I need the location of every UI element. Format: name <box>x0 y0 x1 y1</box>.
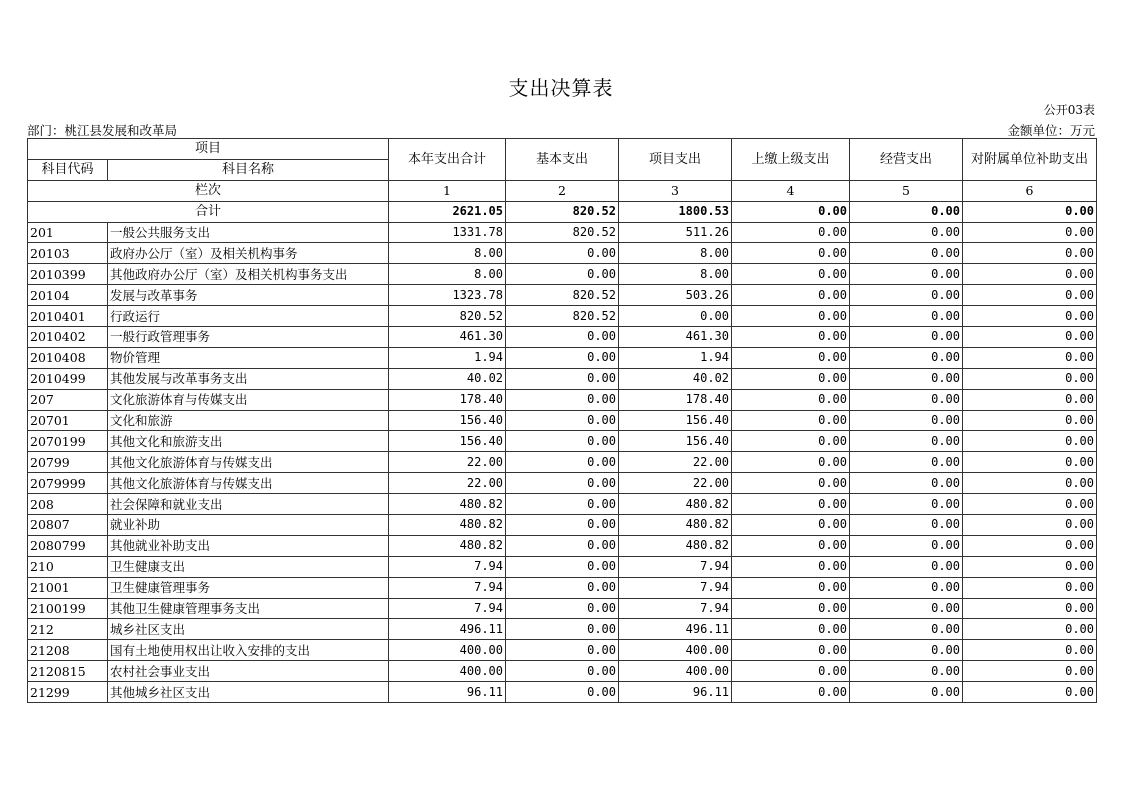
header-total: 本年支出合计 <box>389 139 506 181</box>
subject-code: 20799 <box>28 452 108 473</box>
amount-cell: 0.00 <box>732 368 850 389</box>
amount-cell: 0.00 <box>963 306 1097 327</box>
amount-cell: 0.00 <box>732 494 850 515</box>
header-basic: 基本支出 <box>506 139 619 181</box>
amount-cell: 0.00 <box>850 598 963 619</box>
amount-cell: 0.00 <box>850 306 963 327</box>
subject-name: 文化和旅游 <box>108 410 389 431</box>
table-row <box>28 306 1097 327</box>
subject-code: 201 <box>28 222 108 243</box>
column-index: 3 <box>619 180 732 201</box>
amount-cell: 0.00 <box>963 661 1097 682</box>
amount-cell: 0.00 <box>732 661 850 682</box>
subject-code: 20104 <box>28 285 108 306</box>
subject-name: 其他文化和旅游支出 <box>108 431 389 452</box>
amount-cell: 22.00 <box>619 452 732 473</box>
subject-name: 发展与改革事务 <box>108 285 389 306</box>
amount-cell: 0.00 <box>732 327 850 348</box>
amount-cell: 0.00 <box>850 452 963 473</box>
amount-cell: 820.52 <box>506 285 619 306</box>
subject-code: 21299 <box>28 682 108 703</box>
amount-cell: 1331.78 <box>389 222 506 243</box>
header-project: 项目支出 <box>619 139 732 181</box>
expenditure-table <box>27 138 1097 703</box>
amount-cell: 7.94 <box>389 598 506 619</box>
amount-cell: 480.82 <box>389 494 506 515</box>
amount-cell: 480.82 <box>619 515 732 536</box>
subject-code: 20103 <box>28 243 108 264</box>
header-row-1 <box>28 139 1097 160</box>
table-row <box>28 327 1097 348</box>
amount-cell: 0.00 <box>963 682 1097 703</box>
amount-cell: 820.52 <box>506 306 619 327</box>
amount-cell: 0.00 <box>732 535 850 556</box>
subject-name: 一般行政管理事务 <box>108 327 389 348</box>
subject-code: 2079999 <box>28 473 108 494</box>
table-row <box>28 347 1097 368</box>
amount-cell: 0.00 <box>850 473 963 494</box>
subject-name: 政府办公厅（室）及相关机构事务 <box>108 243 389 264</box>
amount-cell: 0.00 <box>963 327 1097 348</box>
table-row <box>28 473 1097 494</box>
table-row <box>28 598 1097 619</box>
amount-cell: 0.00 <box>732 452 850 473</box>
amount-cell: 0.00 <box>732 285 850 306</box>
amount-cell: 0.00 <box>506 598 619 619</box>
amount-cell: 0.00 <box>963 556 1097 577</box>
amount-cell: 0.00 <box>732 347 850 368</box>
table-row <box>28 535 1097 556</box>
amount-cell: 0.00 <box>506 473 619 494</box>
amount-cell: 0.00 <box>963 410 1097 431</box>
subject-name: 其他卫生健康管理事务支出 <box>108 598 389 619</box>
amount-cell: 156.40 <box>619 431 732 452</box>
amount-cell: 22.00 <box>389 452 506 473</box>
table-row <box>28 410 1097 431</box>
column-index: 1 <box>389 180 506 201</box>
amount-cell: 96.11 <box>389 682 506 703</box>
subject-code: 2010401 <box>28 306 108 327</box>
subject-name: 卫生健康支出 <box>108 556 389 577</box>
table-row <box>28 368 1097 389</box>
amount-cell: 22.00 <box>619 473 732 494</box>
amount-cell: 40.02 <box>619 368 732 389</box>
amount-cell: 480.82 <box>389 515 506 536</box>
amount-cell: 0.00 <box>850 556 963 577</box>
amount-cell: 0.00 <box>506 410 619 431</box>
amount-cell: 0.00 <box>963 347 1097 368</box>
subject-code: 2100199 <box>28 598 108 619</box>
amount-cell: 7.94 <box>619 577 732 598</box>
subject-name: 其他政府办公厅（室）及相关机构事务支出 <box>108 264 389 285</box>
subject-name: 卫生健康管理事务 <box>108 577 389 598</box>
amount-cell: 0.00 <box>506 515 619 536</box>
amount-cell: 178.40 <box>619 389 732 410</box>
amount-cell: 0.00 <box>506 389 619 410</box>
amount-cell: 0.00 <box>732 431 850 452</box>
amount-cell: 0.00 <box>732 222 850 243</box>
table-row <box>28 431 1097 452</box>
amount-cell: 0.00 <box>963 243 1097 264</box>
total-value: 0.00 <box>732 201 850 222</box>
amount-cell: 0.00 <box>506 243 619 264</box>
amount-cell: 461.30 <box>389 327 506 348</box>
table-row <box>28 285 1097 306</box>
subject-code: 210 <box>28 556 108 577</box>
amount-cell: 400.00 <box>389 640 506 661</box>
amount-cell: 0.00 <box>963 222 1097 243</box>
subject-code: 2010408 <box>28 347 108 368</box>
amount-cell: 0.00 <box>732 598 850 619</box>
amount-cell: 0.00 <box>732 264 850 285</box>
amount-cell: 156.40 <box>389 431 506 452</box>
subject-name: 其他文化旅游体育与传媒支出 <box>108 452 389 473</box>
header-code: 科目代码 <box>28 159 108 180</box>
amount-cell: 0.00 <box>963 473 1097 494</box>
table-row <box>28 515 1097 536</box>
amount-cell: 96.11 <box>619 682 732 703</box>
subject-code: 21001 <box>28 577 108 598</box>
table-row <box>28 619 1097 640</box>
amount-cell: 0.00 <box>506 661 619 682</box>
amount-cell: 0.00 <box>850 368 963 389</box>
subject-code: 2010499 <box>28 368 108 389</box>
amount-cell: 0.00 <box>963 577 1097 598</box>
amount-cell: 1.94 <box>619 347 732 368</box>
page-title: 支出决算表 <box>508 76 614 100</box>
amount-cell: 0.00 <box>732 619 850 640</box>
amount-cell: 461.30 <box>619 327 732 348</box>
amount-cell: 0.00 <box>506 619 619 640</box>
amount-cell: 0.00 <box>732 577 850 598</box>
amount-cell: 178.40 <box>389 389 506 410</box>
amount-cell: 0.00 <box>506 431 619 452</box>
header-upper: 上缴上级支出 <box>732 139 850 181</box>
amount-cell: 0.00 <box>732 556 850 577</box>
table-row <box>28 682 1097 703</box>
amount-cell: 496.11 <box>619 619 732 640</box>
amount-cell: 156.40 <box>619 410 732 431</box>
table-row <box>28 389 1097 410</box>
amount-cell: 400.00 <box>619 640 732 661</box>
amount-cell: 0.00 <box>850 577 963 598</box>
amount-cell: 0.00 <box>850 285 963 306</box>
amount-cell: 0.00 <box>850 661 963 682</box>
amount-cell: 8.00 <box>619 264 732 285</box>
amount-cell: 0.00 <box>963 640 1097 661</box>
header-item: 项目 <box>28 139 389 160</box>
amount-cell: 0.00 <box>850 431 963 452</box>
column-index-row <box>28 180 1097 201</box>
subject-code: 2010402 <box>28 327 108 348</box>
unit-label: 金额单位：万元 <box>1007 123 1095 138</box>
subject-name: 其他城乡社区支出 <box>108 682 389 703</box>
amount-cell: 0.00 <box>732 410 850 431</box>
amount-cell: 0.00 <box>850 347 963 368</box>
amount-cell: 8.00 <box>619 243 732 264</box>
total-value: 820.52 <box>506 201 619 222</box>
amount-cell: 0.00 <box>850 410 963 431</box>
table-row <box>28 661 1097 682</box>
amount-cell: 480.82 <box>619 535 732 556</box>
amount-cell: 1323.78 <box>389 285 506 306</box>
form-number: 公开03表 <box>1043 103 1095 117</box>
subject-name: 城乡社区支出 <box>108 619 389 640</box>
amount-cell: 496.11 <box>389 619 506 640</box>
subject-code: 2120815 <box>28 661 108 682</box>
amount-cell: 0.00 <box>963 264 1097 285</box>
subject-name: 社会保障和就业支出 <box>108 494 389 515</box>
amount-cell: 0.00 <box>732 389 850 410</box>
header-business: 经营支出 <box>850 139 963 181</box>
amount-cell: 0.00 <box>506 264 619 285</box>
amount-cell: 0.00 <box>963 431 1097 452</box>
subject-name: 其他就业补助支出 <box>108 535 389 556</box>
amount-cell: 0.00 <box>619 306 732 327</box>
amount-cell: 511.26 <box>619 222 732 243</box>
table-row <box>28 556 1097 577</box>
column-index-label: 栏次 <box>28 180 389 201</box>
total-value: 0.00 <box>963 201 1097 222</box>
subject-name: 其他发展与改革事务支出 <box>108 368 389 389</box>
amount-cell: 0.00 <box>506 452 619 473</box>
amount-cell: 480.82 <box>619 494 732 515</box>
amount-cell: 820.52 <box>389 306 506 327</box>
amount-cell: 503.26 <box>619 285 732 306</box>
amount-cell: 0.00 <box>963 535 1097 556</box>
amount-cell: 0.00 <box>850 619 963 640</box>
amount-cell: 7.94 <box>389 577 506 598</box>
amount-cell: 0.00 <box>850 389 963 410</box>
total-label: 合计 <box>28 201 389 222</box>
subject-name: 物价管理 <box>108 347 389 368</box>
header-name: 科目名称 <box>108 159 389 180</box>
amount-cell: 0.00 <box>850 494 963 515</box>
total-row <box>28 201 1097 222</box>
amount-cell: 0.00 <box>506 368 619 389</box>
amount-cell: 0.00 <box>506 682 619 703</box>
amount-cell: 156.40 <box>389 410 506 431</box>
subject-code: 21208 <box>28 640 108 661</box>
amount-cell: 0.00 <box>506 327 619 348</box>
table-row <box>28 452 1097 473</box>
column-index: 6 <box>963 180 1097 201</box>
amount-cell: 0.00 <box>963 285 1097 306</box>
table-row <box>28 577 1097 598</box>
column-index: 4 <box>732 180 850 201</box>
amount-cell: 0.00 <box>732 682 850 703</box>
amount-cell: 7.94 <box>389 556 506 577</box>
subject-name: 国有土地使用权出让收入安排的支出 <box>108 640 389 661</box>
amount-cell: 400.00 <box>389 661 506 682</box>
subject-code: 212 <box>28 619 108 640</box>
amount-cell: 0.00 <box>506 556 619 577</box>
total-value: 0.00 <box>850 201 963 222</box>
subject-name: 农村社会事业支出 <box>108 661 389 682</box>
amount-cell: 480.82 <box>389 535 506 556</box>
amount-cell: 0.00 <box>506 494 619 515</box>
subject-code: 208 <box>28 494 108 515</box>
amount-cell: 0.00 <box>850 222 963 243</box>
amount-cell: 40.02 <box>389 368 506 389</box>
header-subsidy: 对附属单位补助支出 <box>963 139 1097 181</box>
amount-cell: 0.00 <box>963 494 1097 515</box>
amount-cell: 22.00 <box>389 473 506 494</box>
amount-cell: 0.00 <box>850 264 963 285</box>
amount-cell: 0.00 <box>850 682 963 703</box>
table-row <box>28 243 1097 264</box>
subject-code: 20701 <box>28 410 108 431</box>
amount-cell: 8.00 <box>389 264 506 285</box>
table-row <box>28 264 1097 285</box>
amount-cell: 0.00 <box>732 243 850 264</box>
column-index: 5 <box>850 180 963 201</box>
subject-name: 一般公共服务支出 <box>108 222 389 243</box>
subject-name: 其他文化旅游体育与传媒支出 <box>108 473 389 494</box>
amount-cell: 0.00 <box>963 389 1097 410</box>
total-value: 2621.05 <box>389 201 506 222</box>
amount-cell: 7.94 <box>619 598 732 619</box>
column-index: 2 <box>506 180 619 201</box>
subject-code: 2070199 <box>28 431 108 452</box>
total-value: 1800.53 <box>619 201 732 222</box>
subject-code: 20807 <box>28 515 108 536</box>
table-row <box>28 494 1097 515</box>
table-row <box>28 640 1097 661</box>
amount-cell: 0.00 <box>506 535 619 556</box>
subject-code: 2080799 <box>28 535 108 556</box>
amount-cell: 8.00 <box>389 243 506 264</box>
subject-code: 207 <box>28 389 108 410</box>
amount-cell: 1.94 <box>389 347 506 368</box>
amount-cell: 0.00 <box>850 327 963 348</box>
subject-name: 行政运行 <box>108 306 389 327</box>
amount-cell: 0.00 <box>506 577 619 598</box>
amount-cell: 0.00 <box>850 640 963 661</box>
amount-cell: 0.00 <box>732 515 850 536</box>
amount-cell: 820.52 <box>506 222 619 243</box>
amount-cell: 0.00 <box>506 640 619 661</box>
subject-code: 2010399 <box>28 264 108 285</box>
department-label: 部门：桃江县发展和改革局 <box>27 123 178 138</box>
subject-name: 文化旅游体育与传媒支出 <box>108 389 389 410</box>
subject-name: 就业补助 <box>108 515 389 536</box>
amount-cell: 0.00 <box>850 535 963 556</box>
table-row <box>28 222 1097 243</box>
amount-cell: 400.00 <box>619 661 732 682</box>
amount-cell: 0.00 <box>963 619 1097 640</box>
amount-cell: 0.00 <box>732 473 850 494</box>
amount-cell: 0.00 <box>732 640 850 661</box>
amount-cell: 0.00 <box>732 306 850 327</box>
amount-cell: 0.00 <box>506 347 619 368</box>
amount-cell: 0.00 <box>850 515 963 536</box>
amount-cell: 0.00 <box>963 515 1097 536</box>
amount-cell: 0.00 <box>963 368 1097 389</box>
amount-cell: 0.00 <box>963 452 1097 473</box>
amount-cell: 7.94 <box>619 556 732 577</box>
amount-cell: 0.00 <box>963 598 1097 619</box>
amount-cell: 0.00 <box>850 243 963 264</box>
